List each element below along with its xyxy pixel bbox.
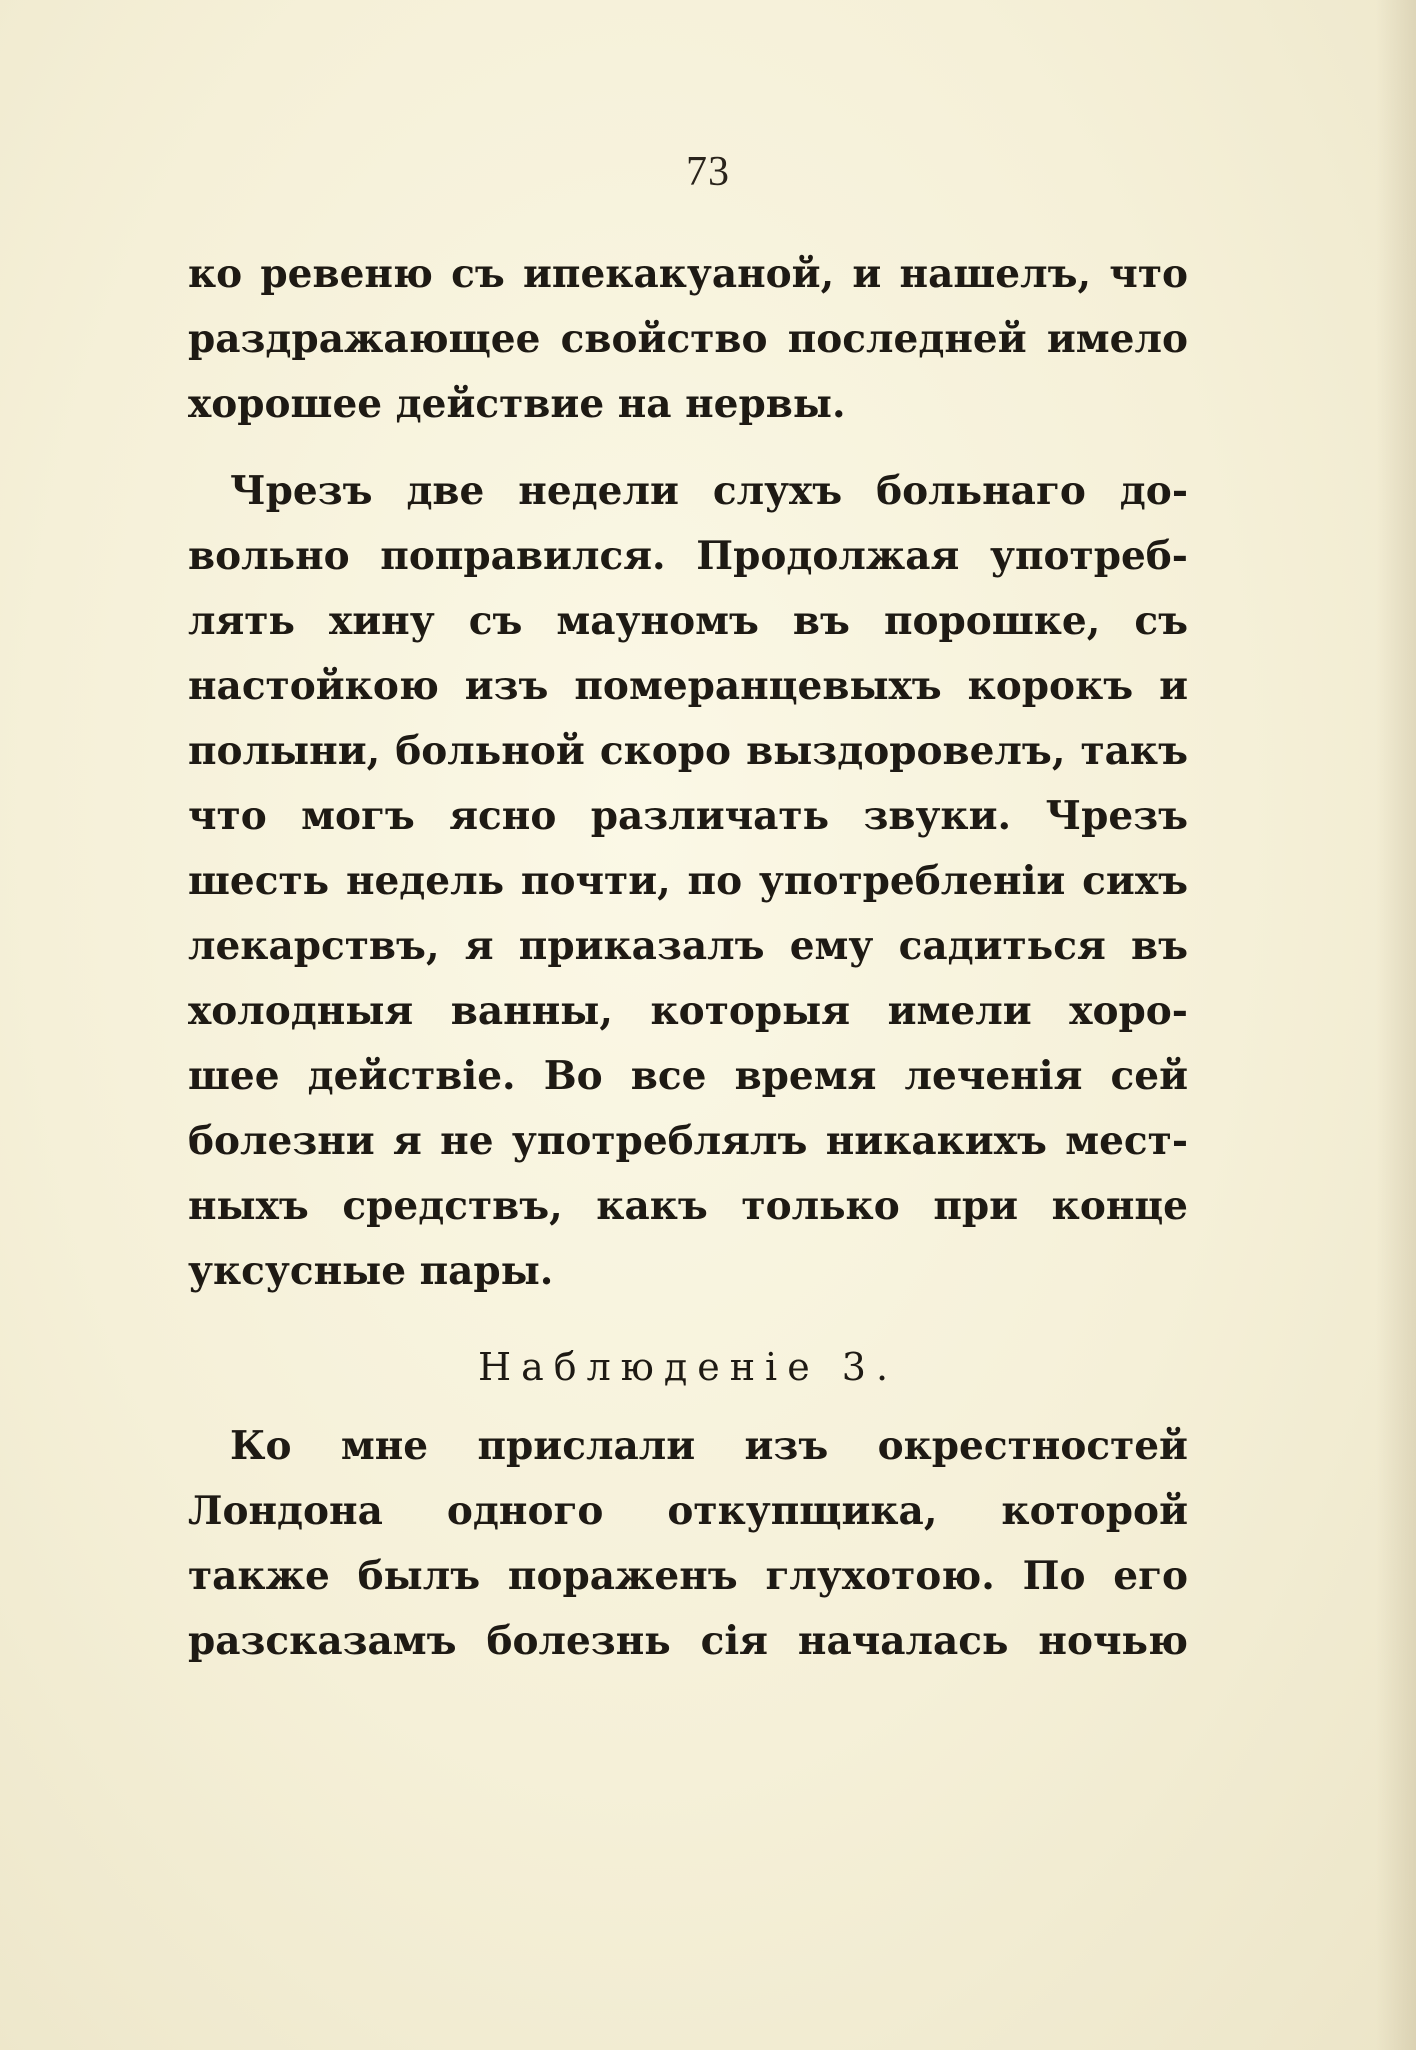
text-line: также былъ пораженъ глухотою. По его [188, 1553, 1188, 1599]
text-line: уксусные пары. [188, 1248, 554, 1294]
text-line: Лондона одного откупщика, которой [188, 1488, 1188, 1534]
text-line: холодныя ванны, которыя имели хоро- [188, 988, 1188, 1034]
text-line: вольно поправился. Продолжая употреб- [188, 533, 1188, 579]
text-line: ко ревеню съ ипекакуаной, и нашелъ, что [188, 251, 1188, 297]
page-number: 73 [686, 149, 730, 195]
text-line: лять хину съ мауномъ въ порошке, съ [188, 598, 1188, 644]
text-line: раздражающее свойство последней имело [188, 316, 1188, 362]
section-heading: Наблюденіе 3. [477, 1345, 899, 1389]
text-line: разсказамъ болезнь сія началась ночью [188, 1618, 1188, 1664]
page-edge-shadow [1376, 0, 1416, 2050]
text-line: Ко мне прислали изъ окрестностей [230, 1423, 1188, 1469]
text-line: ныхъ средствъ, какъ только при конце [188, 1183, 1188, 1229]
text-line: настойкою изъ померанцевыхъ корокъ и [188, 663, 1188, 709]
text-line: что могъ ясно различать звуки. Чрезъ [188, 793, 1188, 839]
text-line: Чрезъ две недели слухъ больнаго до- [230, 468, 1188, 514]
text-line: шесть недель почти, по употребленіи сихъ [188, 858, 1188, 904]
text-line: шее действіе. Во все время леченія сей [188, 1053, 1188, 1099]
paragraph-3 [188, 1414, 1188, 1674]
text-line: лекарствъ, я приказалъ ему садиться въ [188, 923, 1188, 969]
paragraph-1 [188, 242, 1188, 437]
body-text [188, 242, 1188, 1674]
text-line: полыни, больной скоро выздоровелъ, такъ [188, 728, 1188, 774]
paragraph-2 [188, 459, 1188, 1304]
text-line: хорошее действие на нервы. [188, 381, 846, 427]
text-line: болезни я не употреблялъ никакихъ мест- [188, 1118, 1188, 1164]
